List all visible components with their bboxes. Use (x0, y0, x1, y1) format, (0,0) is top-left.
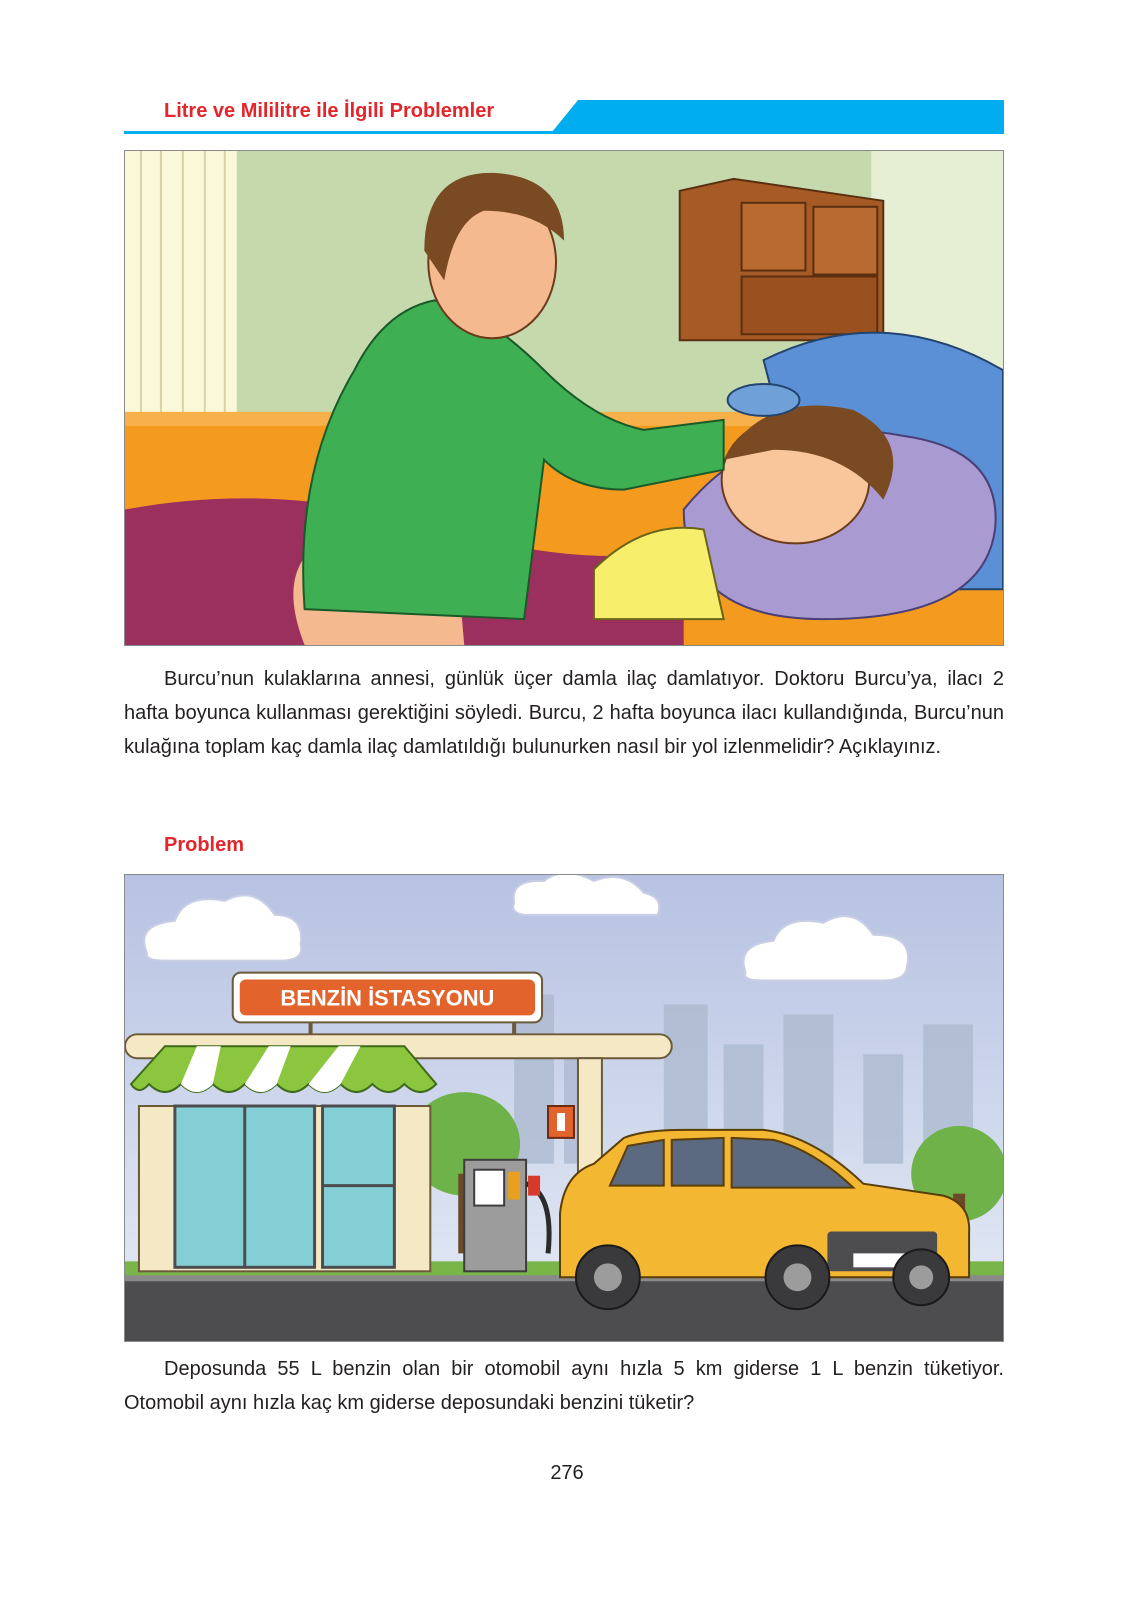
curtain (125, 151, 237, 450)
gas-station-car-illustration (125, 875, 1003, 1341)
chapter-header (124, 96, 1004, 136)
dropper-bottle (728, 384, 800, 416)
header-rule (124, 131, 1004, 134)
page-number: 276 (550, 1462, 584, 1484)
wardrobe (680, 179, 884, 340)
ear-drops-illustration (124, 150, 1004, 646)
paragraph-1-text: Burcu’nun kulaklarına annesi, günlük üçer damla ilaç damlatıyor. Doktoru Burcu’ya, ilacı 2 hafta boyunca kullanması gerektiğini söyledi. Burcu, 2 hafta boyunca ilacı kullandığında, Burcu’nun kulağına toplam kaç damla ilaç damlatıldığı bulunurken nasıl bir yol izlenmelidir? Açıklayınız. (124, 668, 1004, 758)
gas-station-illustration (124, 874, 1004, 1342)
shop-building (131, 1046, 436, 1271)
problem-paragraph-1 (124, 662, 1004, 764)
header-blue-band (552, 100, 1004, 132)
mother-dropping-ear-medicine-illustration (125, 151, 1003, 645)
paragraph-2-text: Deposunda 55 L benzin olan bir otomobil aynı hızla 5 km giderse 1 L benzin tüketiyor. Otomobil aynı hızla kaç km giderse deposundaki benzini tüketir? (124, 1358, 1004, 1414)
station-sign-text: BENZİN İSTASYONU (280, 985, 495, 1011)
road (125, 1279, 1003, 1341)
chapter-title: Litre ve Mililitre ile İlgili Problemler (164, 100, 495, 122)
section-title: Problem (164, 834, 245, 856)
problem-paragraph-2 (124, 1352, 1004, 1420)
